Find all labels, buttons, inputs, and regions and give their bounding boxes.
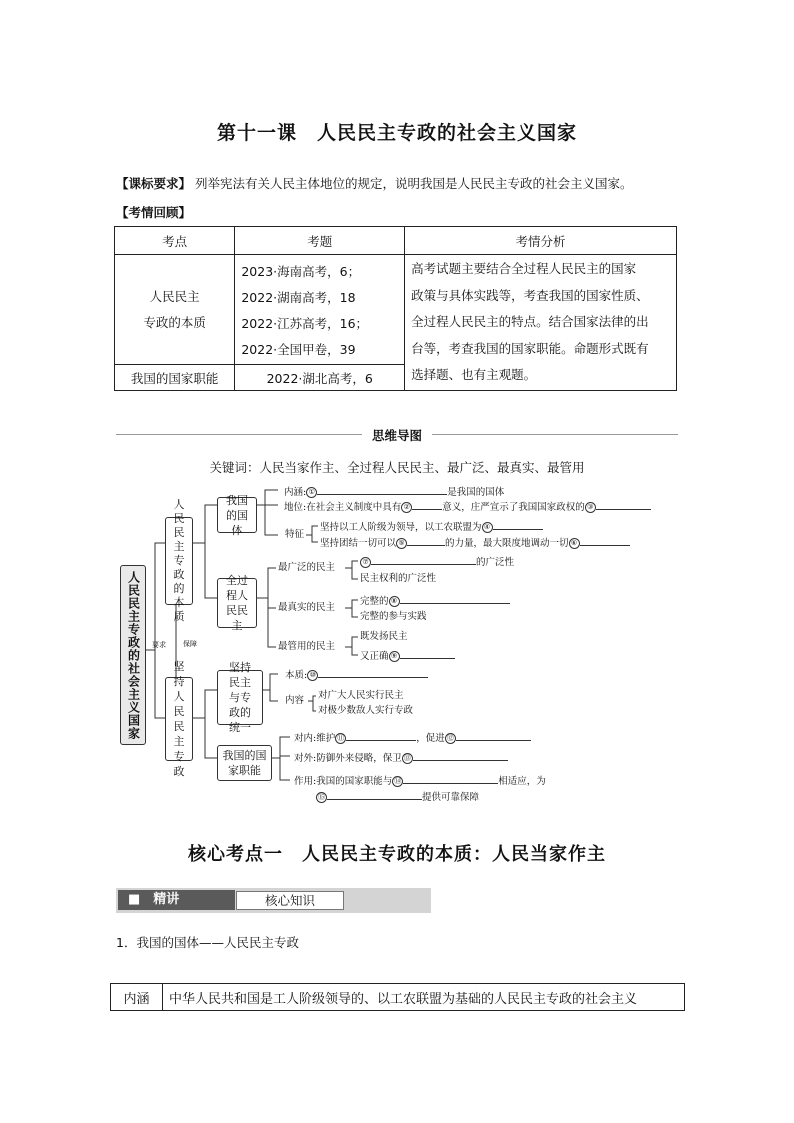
analysis-cell: 高考试题主要结合全过程人民民主的国家 政策与具体实践等，考查我国的国家性质、 全过程人民民主的特点。结合国家法律的出 台等，考查我国的国家职能。命题形式既有 选择题、也有主观题。 <box>405 255 677 391</box>
point-cell: 人民民主 专政的本质 <box>115 255 235 365</box>
mindmap-text-guangfan-1: ⑦ 的广泛性 <box>360 555 514 569</box>
mindmap-text-neirong: 内容 <box>285 695 305 706</box>
definition-text: 中华人民共和国是工人阶级领导的、以工农联盟为基础的人民民主专政的社会主义 <box>163 984 685 1011</box>
definition-label: 内涵 <box>111 984 163 1011</box>
label-require: 要求 <box>152 641 166 649</box>
exam-cell: 2023·海南高考，6； 2022·湖南高考，18 2022·江苏高考，16； 2022·全国甲卷，39 <box>235 255 405 365</box>
requirement-text: 列举宪法有关人民主体地位的规定，说明我国是人民民主专政的社会主义国家。 <box>195 176 633 191</box>
mindmap-text-zuoyong: 作用:我国的国家职能与 ⑭ 相适应，为 <box>294 776 546 787</box>
page-title: 第十一课 人民民主专政的社会主义国家 <box>216 122 577 144</box>
subheading: 1．我国的国体——人民民主专政 <box>116 935 299 950</box>
header-exam: 考题 <box>235 227 405 255</box>
mindmap-text-zuoyong-2: ⑮ 提供可靠保障 <box>318 792 480 803</box>
header-analysis: 考情分析 <box>405 227 677 255</box>
lecture-tab-bar <box>116 888 431 913</box>
mindmap-text-benzhi: 本质: ⑩ <box>285 668 428 682</box>
mindmap-text-guangfan-2: 民主权利的广泛性 <box>360 573 437 584</box>
mindmap-text-feature-2: 坚持团结一切可以 ⑤ 的力量，最大限度地调动一切 ⑥ <box>320 536 630 550</box>
label-guarantee: 保障 <box>183 640 197 648</box>
mindmap-text-duiwai: 对外:防御外来侵略，保卫 ⑬ <box>294 751 508 765</box>
mindmap-keywords: 关键词：人民当家作主、全过程人民民主、最广泛、最真实、最管用 <box>209 460 585 475</box>
mindmap-root: 人民民主专政的社会主义国家 <box>120 565 146 745</box>
table-row <box>111 984 685 1011</box>
mindmap-text-guanyong-1: 既发扬民主 <box>360 631 408 642</box>
mindmap-text-duinei: 对内:维护 ⑪ ，促进 ⑫ <box>294 731 531 745</box>
requirement-label: 【课标要求】 <box>116 176 192 191</box>
mindmap-text-feature-1: 坚持以工人阶级为领导，以工农联盟为 ④ <box>320 520 543 534</box>
node-whole-process: 全过程人民民主 <box>217 578 257 628</box>
mindmap-text-content-1: 对广大人民实行民主 <box>318 690 404 701</box>
mindmap-text-diwei: 地位:在社会主义制度中具有 ② 意义，庄严宣示了我国国家政权的 ③ <box>284 500 651 514</box>
review-label: 【考情回顾】 <box>116 205 192 220</box>
mindmap-text-zhenshi: 最真实的民主 <box>278 602 336 613</box>
mindmap-text-guanyong-2: 又正确 ⑨ <box>360 649 455 663</box>
node-essence: 人民民主专政的本质 <box>165 517 193 605</box>
node-functions: 我国的国家职能 <box>217 745 272 781</box>
node-state-system: 我国的国体 <box>217 497 257 533</box>
mindmap-text-content-2: 对极少数敌人实行专政 <box>318 705 414 716</box>
point-cell: 我国的国家职能 <box>115 365 235 391</box>
mindmap-text-guanyong: 最管用的民主 <box>278 641 336 652</box>
node-persist: 坚持人民民主专政 <box>165 677 193 761</box>
tab-core-knowledge: 核心知识 <box>236 891 344 910</box>
mindmap-text-zhenshi-2: 完整的参与实践 <box>360 611 427 622</box>
mindmap-text-guangfan: 最广泛的民主 <box>278 562 336 573</box>
mindmap-text-tezheng: 特征 <box>285 529 305 540</box>
mindmap-text-zhenshi-1: 完整的 ⑧ <box>360 594 510 608</box>
header-point: 考点 <box>115 227 235 255</box>
section-title: 核心考点一 人民民主专政的本质：人民当家作主 <box>188 844 606 865</box>
node-unity: 坚持民主与专政的统一 <box>217 670 263 725</box>
definition-table <box>110 983 685 1011</box>
exam-cell: 2022·湖北高考，6 <box>235 365 405 391</box>
mindmap-text-neihan: 内涵: ① 是我国的国体 <box>284 487 505 498</box>
mindmap-banner-title: 思维导图 <box>362 428 432 443</box>
tab-lecture: ■ 精讲 <box>118 890 235 910</box>
